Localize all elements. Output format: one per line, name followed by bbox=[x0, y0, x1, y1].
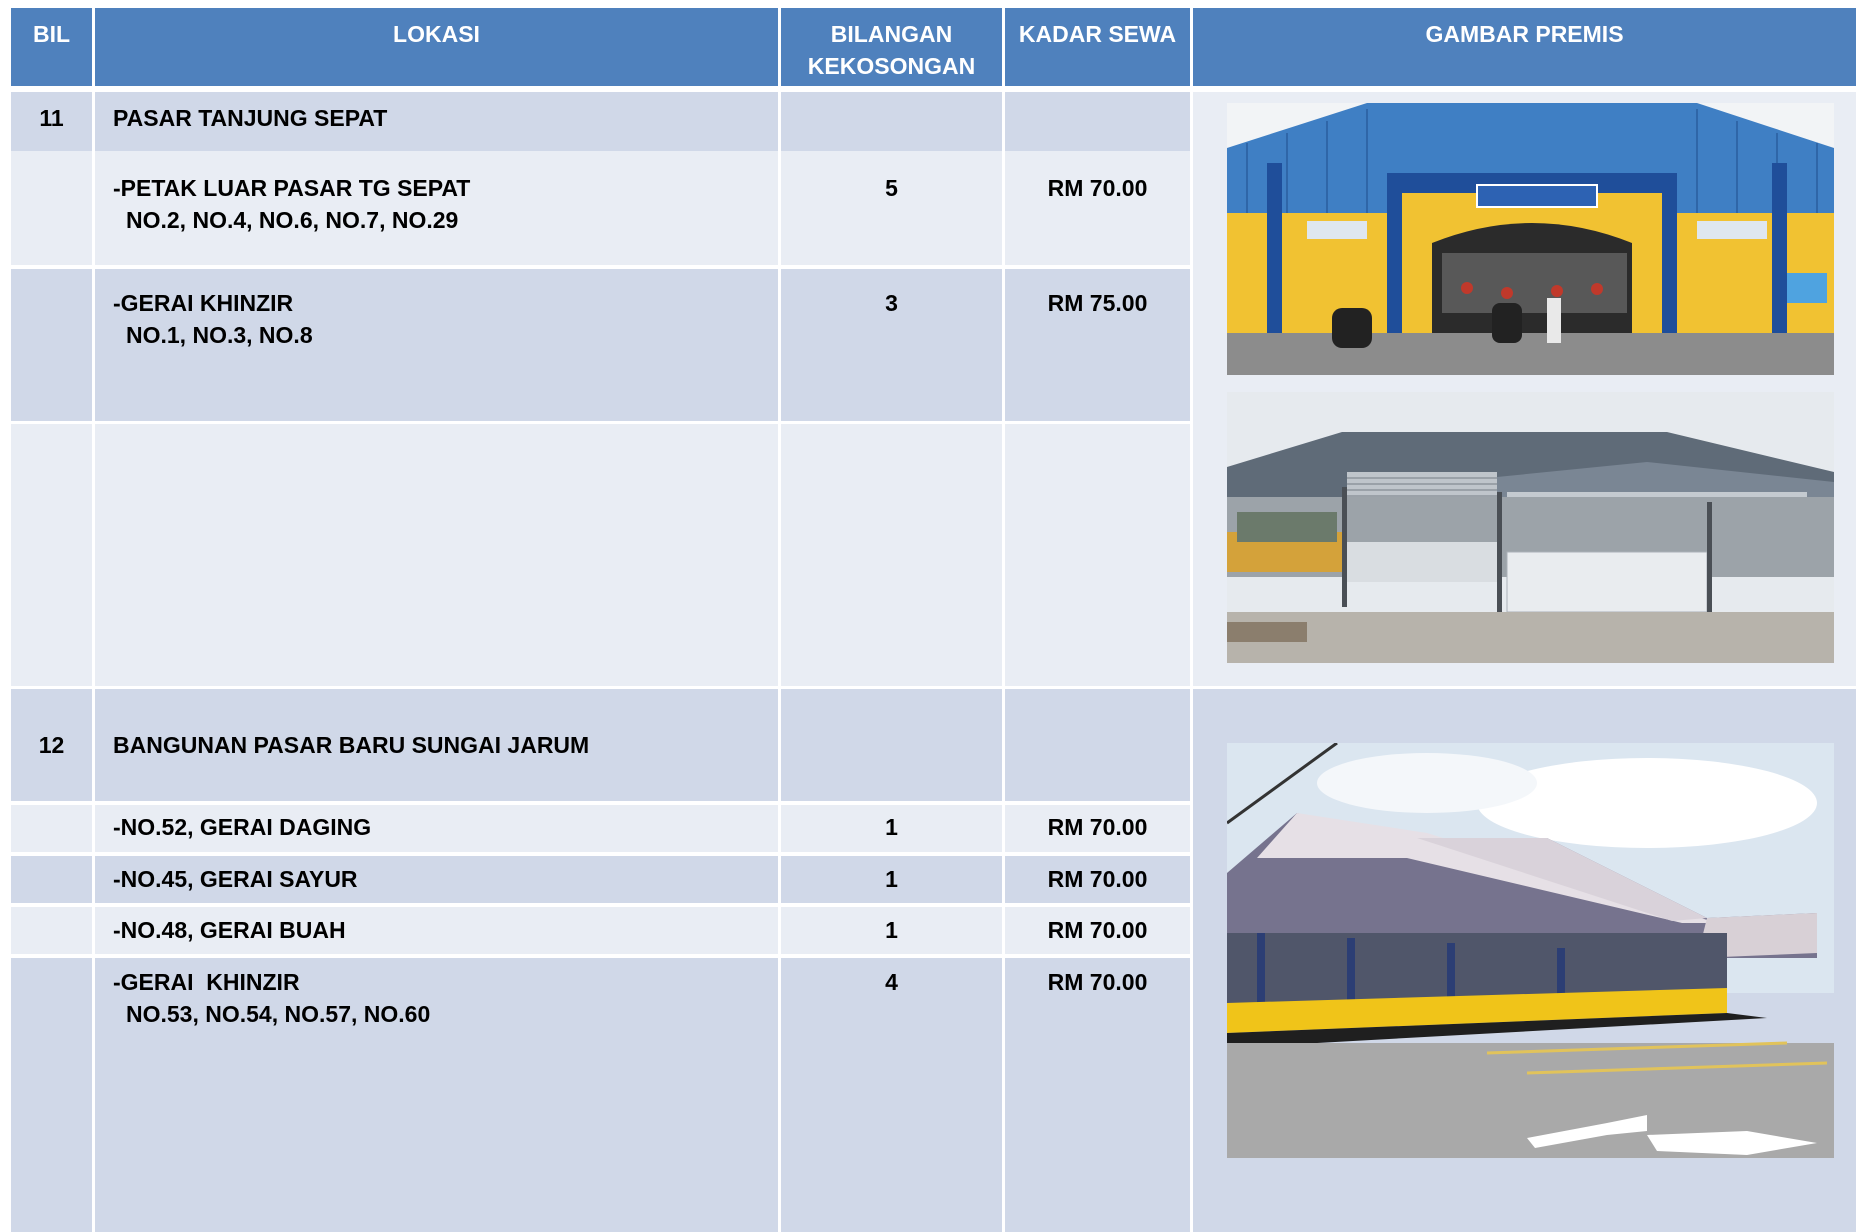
section12-row2-count-text: 1 bbox=[885, 866, 898, 892]
section12-bil bbox=[11, 689, 92, 801]
header-lokasi bbox=[95, 8, 778, 86]
section11-row2-count-text: 3 bbox=[885, 290, 898, 316]
header-bil bbox=[11, 8, 92, 86]
section12-row1-location bbox=[95, 805, 778, 852]
header-bilangan-line1: BILANGAN bbox=[830, 21, 953, 47]
section11-row2-line1: -GERAI KHINZIR bbox=[113, 290, 294, 316]
header-bil-label: BIL bbox=[32, 21, 71, 47]
header-gambar-premis bbox=[1193, 8, 1856, 86]
section12-row3-line1: -NO.48, GERAI BUAH bbox=[113, 917, 346, 943]
section12-row3-count bbox=[781, 907, 1002, 954]
section12-row2-count bbox=[781, 856, 1002, 903]
section12-row2-bil bbox=[11, 856, 92, 903]
section11-row1-rate bbox=[1005, 151, 1190, 265]
section11-row2-bil bbox=[11, 269, 92, 421]
section12-row4-bil bbox=[11, 958, 92, 1232]
section11-title: PASAR TANJUNG SEPAT bbox=[113, 105, 388, 131]
section12-row3-location bbox=[95, 907, 778, 954]
section12-row1-bil bbox=[11, 805, 92, 852]
section12-title-cell bbox=[95, 689, 778, 801]
header-kadar-label: KADAR SEWA bbox=[1018, 21, 1177, 47]
section12-row3-rate bbox=[1005, 907, 1190, 954]
section11-title-cell bbox=[95, 92, 778, 159]
section12-row1-count bbox=[781, 805, 1002, 852]
section11-row1-location bbox=[95, 151, 778, 265]
section12-row4-count-text: 4 bbox=[885, 969, 898, 995]
section11-empty-location bbox=[95, 424, 778, 686]
section11-empty-rate bbox=[1005, 424, 1190, 686]
section12-row3-rate-text: RM 70.00 bbox=[1047, 917, 1148, 943]
section12-row4-rate bbox=[1005, 958, 1190, 1232]
section11-row2-line2: NO.1, NO.3, NO.8 bbox=[126, 322, 313, 348]
pasar-tanjung-sepat-shed-photo bbox=[1227, 392, 1834, 663]
section11-row2-rate bbox=[1005, 269, 1190, 421]
header-lokasi-label: LOKASI bbox=[393, 21, 480, 47]
header-bilangan-line2: KEKOSONGAN bbox=[807, 53, 976, 79]
section11-row1-count-text: 5 bbox=[885, 175, 898, 201]
section11-empty-count bbox=[781, 424, 1002, 686]
section12-row4-location bbox=[95, 958, 778, 1232]
section11-bil-text: 11 bbox=[39, 105, 64, 131]
section11-row1-bil bbox=[11, 151, 92, 265]
section12-row4-count bbox=[781, 958, 1002, 1232]
header-bilangan-kekosongan bbox=[781, 8, 1002, 86]
section12-row4-line1: -GERAI KHINZIR bbox=[113, 969, 300, 995]
section11-row1-rate-text: RM 70.00 bbox=[1047, 175, 1148, 201]
section11-title-count-cell bbox=[781, 92, 1002, 159]
section11-row2-location bbox=[95, 269, 778, 421]
section11-empty-bil bbox=[11, 424, 92, 686]
section12-row1-count-text: 1 bbox=[885, 814, 898, 840]
section11-title-rate-cell bbox=[1005, 92, 1190, 159]
section11-row1-line1: -PETAK LUAR PASAR TG SEPAT bbox=[113, 175, 471, 201]
section12-row2-rate bbox=[1005, 856, 1190, 903]
pasar-tanjung-sepat-entrance-photo bbox=[1227, 103, 1834, 375]
section12-row2-rate-text: RM 70.00 bbox=[1047, 866, 1148, 892]
section12-row2-location bbox=[95, 856, 778, 903]
section12-row1-rate-text: RM 70.00 bbox=[1047, 814, 1148, 840]
pasar-sungai-jarum-building-photo bbox=[1227, 743, 1834, 1158]
section12-title-rate-cell bbox=[1005, 689, 1190, 801]
section12-title: BANGUNAN PASAR BARU SUNGAI JARUM bbox=[113, 732, 590, 758]
section12-row4-rate-text: RM 70.00 bbox=[1047, 969, 1148, 995]
section11-row2-rate-text: RM 75.00 bbox=[1047, 290, 1148, 316]
section12-row1-rate bbox=[1005, 805, 1190, 852]
section11-bil bbox=[11, 92, 92, 159]
section11-row2-count bbox=[781, 269, 1002, 421]
section11-row1-line2: NO.2, NO.4, NO.6, NO.7, NO.29 bbox=[126, 207, 459, 233]
header-kadar-sewa bbox=[1005, 8, 1190, 86]
section12-row1-line1: -NO.52, GERAI DAGING bbox=[113, 814, 372, 840]
section12-row3-count-text: 1 bbox=[885, 917, 898, 943]
section11-row1-count bbox=[781, 151, 1002, 265]
header-gambar-label: GAMBAR PREMIS bbox=[1425, 21, 1624, 47]
section12-title-count-cell bbox=[781, 689, 1002, 801]
section12-row2-line1: -NO.45, GERAI SAYUR bbox=[113, 866, 358, 892]
section12-row3-bil bbox=[11, 907, 92, 954]
section12-row4-line2: NO.53, NO.54, NO.57, NO.60 bbox=[126, 1001, 431, 1027]
section12-bil-text: 12 bbox=[38, 732, 65, 758]
